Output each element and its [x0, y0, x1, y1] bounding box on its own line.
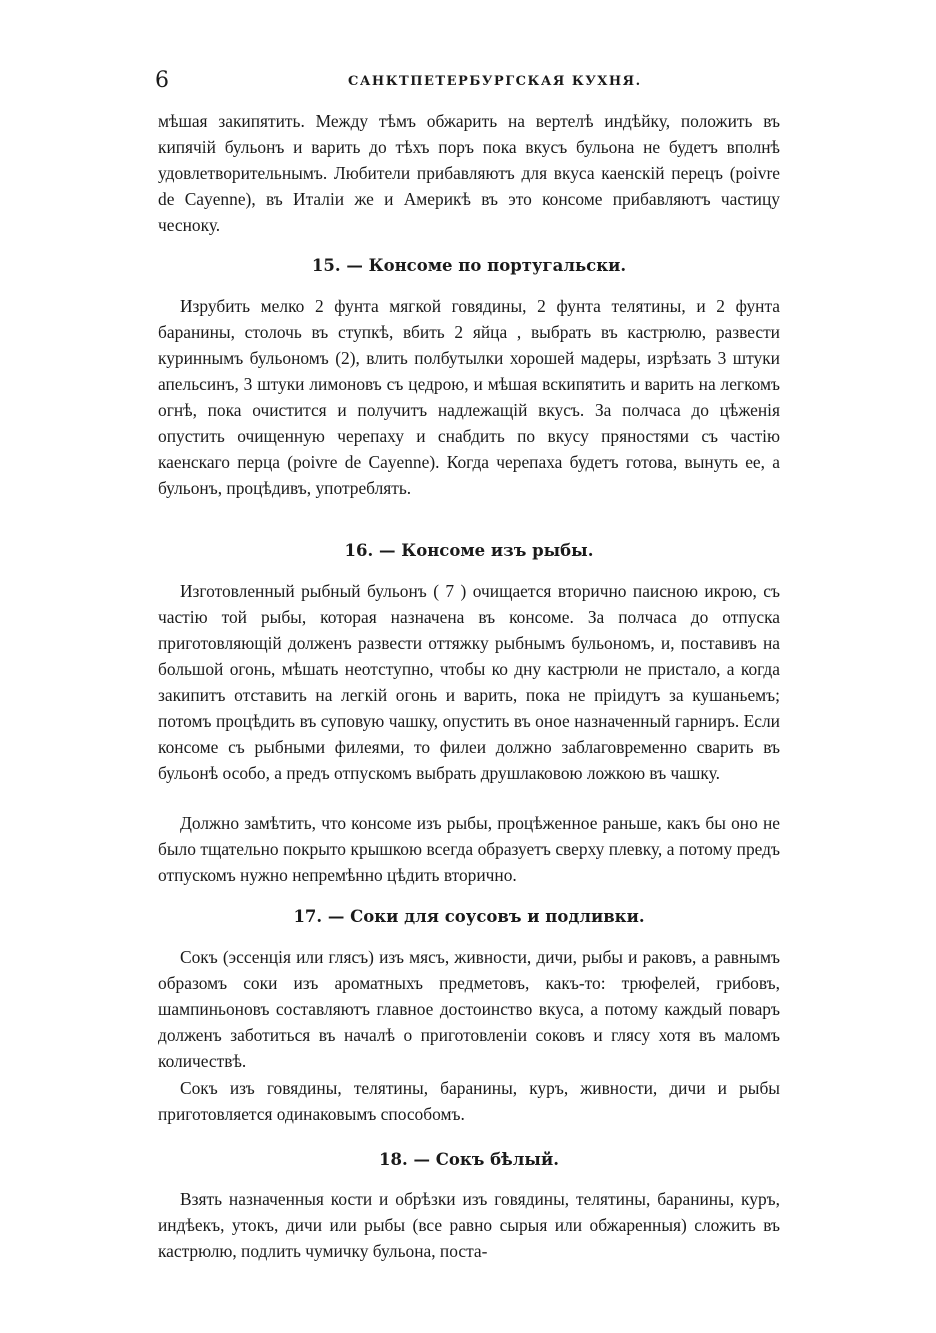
section-18-paragraph: Взять назначенныя кости и обрѣзки изъ говядины, телятины, баранины, куръ, индѣекъ, утокъ, дичи или рыбы (все равно сырыя или обжаренныя) сложить въ кастрюлю, подлить чумичку бульона, поста- [158, 1189, 780, 1261]
section-heading-16: 16. — Консоме изъ рыбы. [344, 541, 594, 560]
intro-paragraph: мѣшая закипятить. Между тѣмъ обжарить на вертелѣ индѣйку, положить въ кипячій бульонъ и варить до тѣхъ поръ пока вкусъ бульона не будетъ вполнѣ удовлетворительнымъ. Любители прибавляютъ для вкуса каенскій перецъ (poivre de Cayenne), въ Италіи же и Америкѣ въ это консоме прибавляютъ частицу чесноку. [158, 111, 780, 235]
section-heading-18: 18. — Сокъ бѣлый. [379, 1150, 559, 1169]
running-title: САНКТПЕТЕРБУРГСКАЯ КУХНЯ. [348, 74, 642, 89]
page-header [150, 68, 790, 98]
page-number: 6 [155, 68, 169, 93]
section-16-paragraph-2: Должно замѣтить, что консоме изъ рыбы, процѣженное раньше, какъ бы оно не было тщательно покрыто крышкою всегда образуетъ сверху плевку, а потому предъ отпускомъ нужно непремѣнно цѣдить вторично. [158, 813, 780, 885]
section-17-paragraph-1: Сокъ (эссенція или глясъ) изъ мясъ, живности, дичи, рыбы и раковъ, а равнымъ образомъ соки изъ ароматныхъ предметовъ, какъ-то: трюфелей, грибовъ, шампиньоновъ составляютъ главное достоинство вкуса, а потому каждый поваръ долженъ заботиться въ началѣ о приготовленіи соковъ и глясу хотя въ маломъ количествѣ. [158, 947, 780, 1071]
section-heading-15: 15. — Консоме по португальски. [311, 256, 627, 275]
section-15-paragraph: Изрубить мелко 2 фунта мягкой говядины, 2 фунта телятины, и 2 фунта баранины, столочь въ ступкѣ, вбить 2 яйца , выбрать въ кастрюлю, развести куриннымъ бульономъ (2), влить полбутылки хорошей мадеры, изрѣзать 3 штуки апельсинъ, 3 штуки лимоновъ съ цедрою, и мѣшая вскипятить и варить на легкомъ огнѣ, пока очистится и получитъ надлежащій вкусъ. За полчаса до цѣженія опустить очищенную черепаху и снабдить по вкусу пряностями съ частію каенскаго перца (poivre de Cayenne). Когда черепаха будетъ готова, вынуть ее, а бульонъ, процѣдивъ, употреблять. [158, 296, 780, 498]
section-17-paragraph-2: Сокъ изъ говядины, телятины, баранины, куръ, живности, дичи и рыбы приготовляется одинаковымъ способомъ. [158, 1078, 780, 1124]
section-heading-17: 17. — Соки для соусовъ и подливки. [293, 907, 645, 926]
section-16-paragraph-1: Изготовленный рыбный бульонъ ( 7 ) очищается вторично паисною икрою, съ частію той рыбы, которая назначена въ консоме. За полчаса до отпуска приготовляющій долженъ развести оттяжку рыбнымъ бульономъ, и, поставивъ на большой огонь, мѣшать неотступно, чтобы ко дну кастрюли не пристало, а когда закипитъ отставить на легкій огонь и варить, пока не пріидутъ за кушаньемъ; потомъ процѣдить въ суповую чашку, опустить въ оное назначенный гарниръ. Если консоме съ рыбными филеями, то филеи должно заблаговременно сварить въ бульонѣ особо, а предъ отпускомъ выбрать друшлаковою ложкою въ чашку. [158, 581, 780, 783]
